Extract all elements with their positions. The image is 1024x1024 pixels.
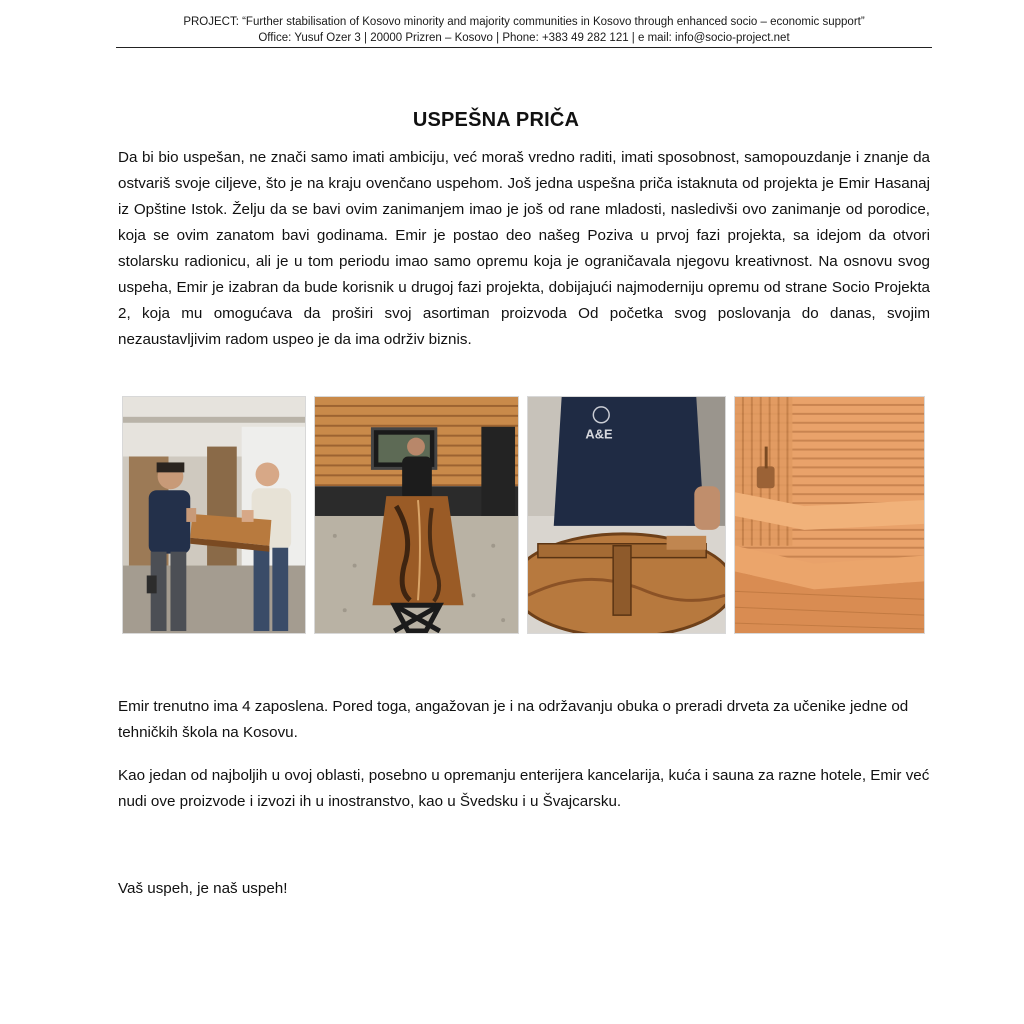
round-table-illustration: [528, 397, 725, 633]
office-line: Office: Yusuf Ozer 3 | 20000 Prizren – Kosovo | Phone: +383 49 282 121 | e mail: info@socio-project.net: [258, 32, 790, 44]
header-divider: [116, 47, 932, 48]
intro-paragraph: Da bi bio uspešan, ne znači samo imati ambiciju, već moraš vredno raditi, imati sposobnost, samopouzdanje i znanje da ostvariš svoje ciljeve, što je na kraju ovenčano uspehom. Još jedna uspešna priča istaknuta od projekta je Emir Hasanaj iz Opštine Istok. Želju da se bavi ovim zanimanjem imao je još od rane mladosti, nasledivši ovo zanimanje od porodice, koja se ovim zanatom bavi godinama. Emir je postao deo našeg Poziva u prvoj fazi projekta, sa idejom da otvori stolarsku radionicu, ali je u tom periodu imao samo opremu koja je ograničavala njegovu kreativnost. Na osnovu svog uspeha, Emir je izabran da bude korisnik u drugoj fazi projekta, dobijajući najmoderniju opremu od strane Socio Projekta 2, koja mu omogućava da proširi svoj asortiman proizvoda Od početka svog poslovanja do danas, svojim nezaustavljivim radom uspeo je da ima održiv biznis.: [118, 149, 930, 348]
workshop-illustration: [123, 397, 305, 633]
photo-strip: [0, 396, 1024, 634]
page-title: USPEŠNA PRIČA: [412, 109, 580, 132]
round-table-photo: [527, 396, 726, 634]
sauna-illustration: [735, 397, 924, 633]
live-edge-table-photo: [314, 396, 519, 634]
table-illustration: [315, 397, 518, 633]
export-paragraph: Kao jedan od najboljih u ovoj oblasti, posebno u opremanju enterijera kancelarija, kuća i sauna za razne hotele, Emir već nudi ove proizvode i izvozi ih u inostranstvo, kao u Švedsku i u Švajcarsku.: [118, 767, 930, 810]
workshop-photo: [122, 396, 306, 634]
closing-line: Vaš uspeh, je naš uspeh!: [118, 880, 288, 897]
sauna-photo: [734, 396, 925, 634]
document-header: [116, 14, 932, 46]
shirt-logo-text: A&E: [585, 426, 613, 442]
employees-paragraph: Emir trenutno ima 4 zaposlena. Pored toga, angažovan je i na održavanju obuka o preradi drveta za učenike jedne od tehničkih škola na Kosovu.: [118, 698, 909, 741]
project-line: PROJECT: “Further stabilisation of Kosovo minority and majority communities in Kosovo through enhanced socio – economic support”: [183, 16, 865, 28]
